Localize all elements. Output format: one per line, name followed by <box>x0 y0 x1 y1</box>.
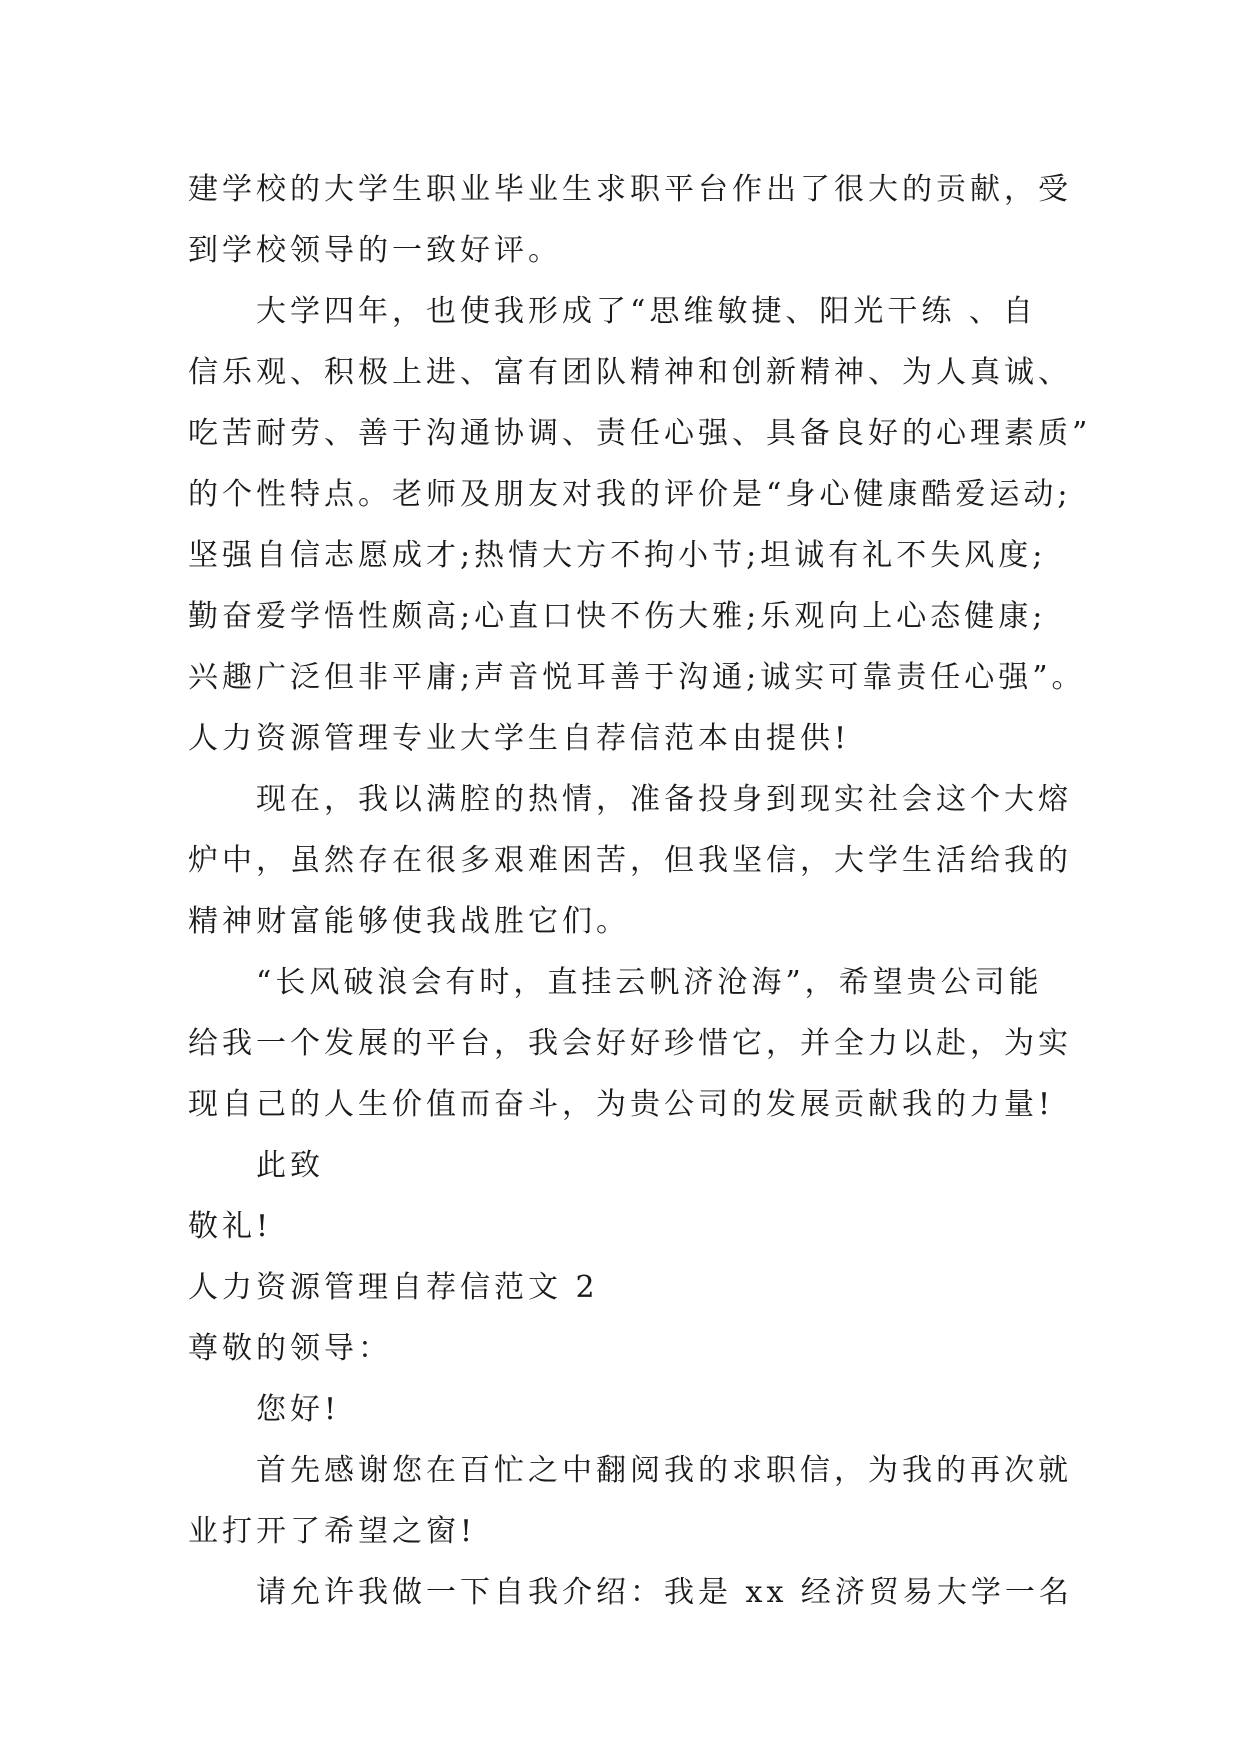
text-line: “长风破浪会有时，直挂云帆济沧海”，希望贵公司能 <box>256 965 1043 1000</box>
text-line: 业打开了希望之窗! <box>188 1514 477 1549</box>
text-line: 到学校领导的一致好评。 <box>188 233 562 268</box>
text-line: 首先感谢您在百忙之中翻阅我的求职信，为我的再次就 <box>256 1453 1072 1488</box>
text-line: 大学四年，也使我形成了“思维敏捷、阳光干练 、自 <box>256 294 1037 329</box>
text-line: 兴趣广泛但非平庸;声音悦耳善于沟通;诚实可靠责任心强”。 <box>188 660 1086 695</box>
text-line: 您好! <box>256 1392 341 1427</box>
text-line: 建学校的大学生职业毕业生求职平台作出了很大的贡献，受 <box>188 172 1072 207</box>
document-body <box>188 159 1092 1623</box>
text-line: 人力资源管理自荐信范文 2 <box>188 1270 599 1305</box>
text-line: 勤奋爱学悟性颇高;心直口快不伤大雅;乐观向上心态健康; <box>188 599 1047 634</box>
text-line: 炉中，虽然存在很多艰难困苦，但我坚信，大学生活给我的 <box>188 843 1072 878</box>
text-line: 坚强自信志愿成才;热情大方不拘小节;坦诚有礼不失风度; <box>188 538 1047 573</box>
text-line: 请允许我做一下自我介绍：我是 xx 经济贸易大学一名 <box>256 1575 1073 1610</box>
text-line: 信乐观、积极上进、富有团队精神和创新精神、为人真诚、 <box>188 355 1072 390</box>
text-line: 敬礼! <box>188 1209 273 1244</box>
text-line: 此致 <box>256 1148 324 1183</box>
text-line: 给我一个发展的平台，我会好好珍惜它，并全力以赴，为实 <box>188 1026 1072 1061</box>
text-line: 精神财富能够使我战胜它们。 <box>188 904 630 939</box>
text-line: 的个性特点。老师及朋友对我的评价是“身心健康酷爱运动; <box>188 477 1072 512</box>
text-line: 人力资源管理专业大学生自荐信范本由提供! <box>188 721 851 756</box>
text-line: 现在，我以满腔的热情，准备投身到现实社会这个大熔 <box>256 782 1072 817</box>
text-line: 吃苦耐劳、善于沟通协调、责任心强、具备良好的心理素质” <box>188 416 1092 451</box>
text-line: 现自己的人生价值而奋斗，为贵公司的发展贡献我的力量! <box>188 1087 1055 1122</box>
text-line: 尊敬的领导： <box>188 1331 392 1366</box>
